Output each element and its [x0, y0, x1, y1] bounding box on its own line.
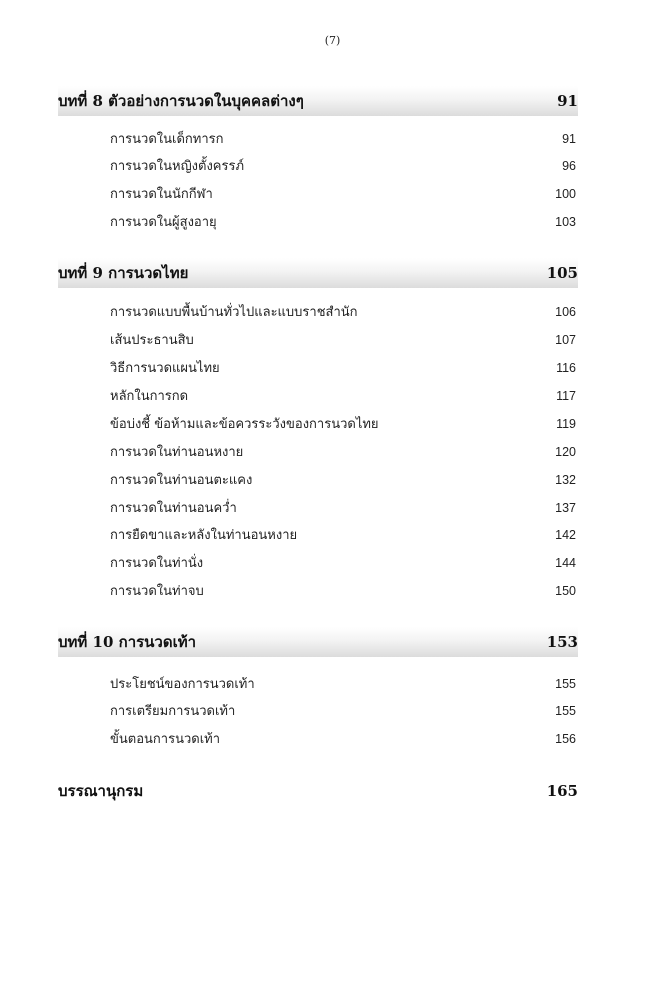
- entry-page: 155: [555, 677, 576, 691]
- entry-title: ข้อบ่งชี้ ข้อห้ามและข้อควรระวังของการนวดไทย: [110, 417, 379, 432]
- toc-entry: [110, 728, 576, 749]
- toc-entry: [110, 183, 576, 204]
- toc-entry: [110, 524, 576, 545]
- entry-title: การนวดในท่านอนคว่ำ: [110, 501, 237, 516]
- chapter-header-bar: [58, 776, 578, 806]
- toc-entry: [110, 552, 576, 573]
- chapter-page: 105: [546, 264, 578, 282]
- chapter-page: 165: [546, 782, 578, 800]
- chapter-8-header: [58, 86, 578, 116]
- chapter-title: บทที่ 9 การนวดไทย: [58, 264, 189, 282]
- entry-page: 155: [555, 704, 576, 718]
- entry-title: การนวดในนักกีฬา: [110, 187, 213, 202]
- toc-entry: [110, 155, 576, 176]
- toc-entry: [110, 301, 576, 322]
- entry-page: 132: [555, 473, 576, 487]
- entry-page: 144: [555, 556, 576, 570]
- toc-entry: [110, 329, 576, 350]
- entry-title: การนวดในเด็กทารก: [110, 132, 224, 147]
- chapter-9-header: [58, 258, 578, 288]
- page-number: (7): [324, 34, 341, 47]
- entry-page: 91: [562, 132, 576, 146]
- entry-title: การนวดในท่านั่ง: [110, 556, 204, 571]
- entry-page: 142: [555, 528, 576, 542]
- entry-page: 117: [556, 389, 576, 403]
- toc-entry: [110, 357, 576, 378]
- entry-title: การนวดในท่านอนหงาย: [110, 445, 244, 460]
- toc-entry: [110, 673, 576, 694]
- chapter-title: บทที่ 10 การนวดเท้า: [58, 633, 197, 651]
- entry-title: การเตรียมการนวดเท้า: [110, 704, 236, 719]
- entry-page: 107: [555, 333, 576, 347]
- entry-title: หลักในการกด: [110, 389, 189, 404]
- entry-title: เส้นประธานสิบ: [110, 333, 194, 348]
- toc-entry: [110, 128, 576, 149]
- entry-page: 100: [555, 187, 576, 201]
- entry-page: 103: [555, 215, 576, 229]
- bibliography-header: [58, 776, 578, 806]
- entry-title: การนวดในผู้สูงอายุ: [110, 215, 217, 230]
- entry-page: 150: [555, 584, 576, 598]
- entry-title: ประโยชน์ของการนวดเท้า: [110, 677, 255, 692]
- chapter-10-header: [58, 627, 578, 657]
- toc-entry: [110, 413, 576, 434]
- chapter-page: 91: [557, 92, 578, 110]
- entry-page: 119: [556, 417, 576, 431]
- toc-entry: [110, 497, 576, 518]
- entry-title: วิธีการนวดแผนไทย: [110, 361, 220, 376]
- toc-entry: [110, 469, 576, 490]
- entry-title: การนวดในหญิงตั้งครรภ์: [110, 159, 245, 174]
- entry-title: ขั้นตอนการนวดเท้า: [110, 732, 221, 747]
- toc-entry: [110, 580, 576, 601]
- toc-entry: [110, 700, 576, 721]
- entry-title: การยืดขาและหลังในท่านอนหงาย: [110, 528, 298, 543]
- entry-page: 116: [556, 361, 576, 375]
- toc-entry: [110, 441, 576, 462]
- chapter-header-bar: [58, 258, 578, 288]
- entry-page: 96: [562, 159, 576, 173]
- chapter-title: บทที่ 8 ตัวอย่างการนวดในบุคคลต่างๆ: [58, 92, 304, 110]
- entry-page: 156: [555, 732, 576, 746]
- entry-page: 106: [555, 305, 576, 319]
- entry-title: การนวดแบบพื้นบ้านทั่วไปและแบบราชสำนัก: [110, 305, 358, 320]
- chapter-header-bar: [58, 86, 578, 116]
- entry-page: 120: [555, 445, 576, 459]
- chapter-header-bar: [58, 627, 578, 657]
- entry-page: 137: [555, 501, 576, 515]
- toc-entry: [110, 385, 576, 406]
- entry-title: การนวดในท่านอนตะแคง: [110, 473, 253, 488]
- toc-entry: [110, 211, 576, 232]
- entry-title: การนวดในท่าจบ: [110, 584, 204, 599]
- chapter-page: 153: [546, 633, 578, 651]
- chapter-title: บรรณานุกรม: [58, 782, 144, 800]
